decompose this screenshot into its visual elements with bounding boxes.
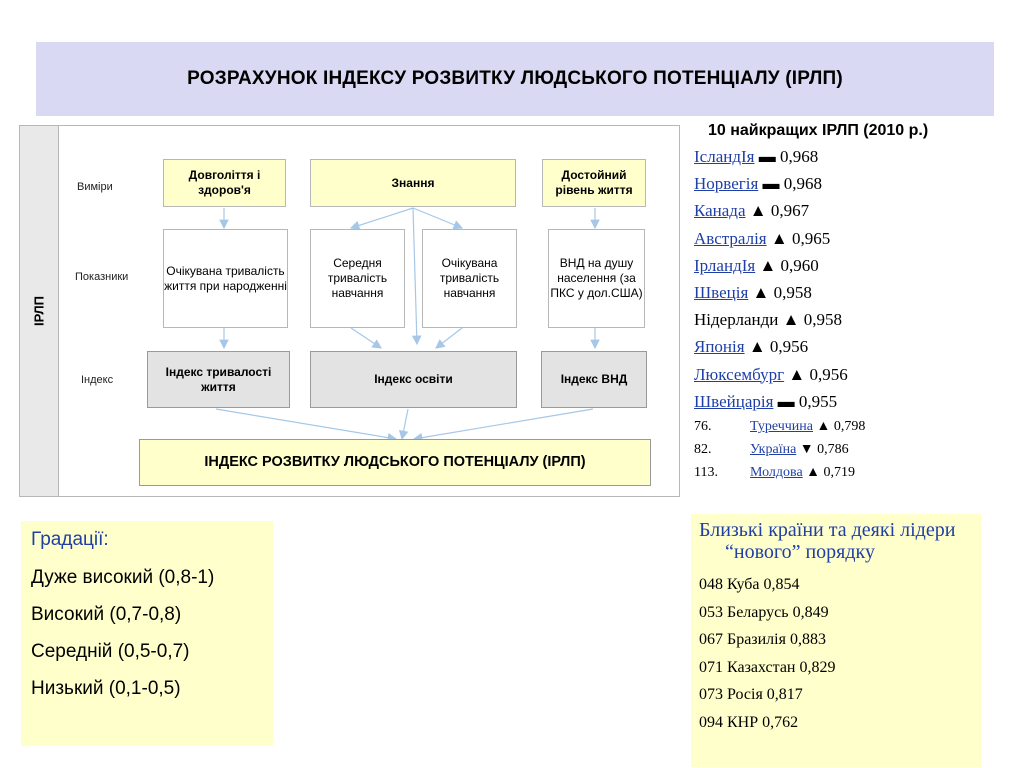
trend-mark-icon: ▲ bbox=[806, 465, 821, 481]
country-link[interactable]: Туреччина bbox=[750, 419, 813, 435]
row-label-dimensions: Виміри bbox=[77, 181, 113, 193]
page-title: РОЗРАХУНОК ІНДЕКСУ РОЗВИТКУ ЛЮДСЬКОГО ПОТЕНЦІАЛУ (ІРЛП) bbox=[187, 68, 843, 89]
trend-mark-icon: ▲ bbox=[782, 310, 800, 330]
country-link[interactable]: Канада bbox=[694, 201, 746, 221]
close-country-item: 048 Куба 0,854 bbox=[699, 576, 800, 593]
ranking-row bbox=[694, 197, 1014, 224]
ranking-row bbox=[694, 438, 1014, 461]
country-link[interactable]: Австралія bbox=[694, 228, 767, 248]
indicator-box-gni: ВНД на душу населення (за ПКС у дол.США) bbox=[548, 229, 645, 328]
hdi-value: 0,965 bbox=[791, 228, 831, 248]
ranking-row bbox=[694, 306, 1014, 333]
dimension-box-knowledge: Знання bbox=[310, 159, 516, 207]
top10-panel bbox=[694, 122, 1014, 484]
hdi-value: 0,955 bbox=[798, 391, 838, 411]
trend-mark-icon: ▲ bbox=[748, 337, 766, 357]
ranking-row bbox=[694, 461, 1014, 484]
ranking-row bbox=[694, 225, 1014, 252]
country-link[interactable]: Норвегія bbox=[694, 174, 759, 194]
final-index-box: ІНДЕКС РОЗВИТКУ ЛЮДСЬКОГО ПОТЕНЦІАЛУ (ІРЛП) bbox=[139, 439, 651, 486]
trend-mark-icon: ▲ bbox=[752, 283, 770, 303]
close-country-item: 053 Беларусь 0,849 bbox=[699, 603, 829, 621]
gradation-item: Низький (0,1-0,5) bbox=[31, 678, 181, 699]
ranking-row bbox=[694, 279, 1014, 306]
close-countries-panel bbox=[691, 514, 981, 767]
hdi-value: 0,967 bbox=[770, 201, 810, 221]
indicator-box-expected-schooling: Очікувана тривалість навчання bbox=[422, 229, 517, 328]
country-link[interactable]: ІсландІя bbox=[694, 147, 755, 166]
trend-mark-icon: ▼ bbox=[799, 442, 814, 458]
country-link[interactable]: Україна bbox=[750, 442, 797, 458]
dimension-box-living-standard: Достойний рівень життя bbox=[542, 159, 646, 207]
row-label-index: Індекс bbox=[81, 374, 114, 386]
ranking-row bbox=[694, 143, 1014, 170]
row-label-indicators: Показники bbox=[75, 271, 129, 283]
gradation-item: Дуже високий (0,8-1) bbox=[31, 567, 215, 588]
country-link[interactable]: Молдова bbox=[750, 465, 803, 481]
close-country-item: 067 Бразилія 0,883 bbox=[699, 631, 826, 648]
indicator-box-life-expectancy: Очікувана тривалість життя при народженні bbox=[163, 229, 288, 328]
trend-mark-icon: ▬ bbox=[762, 174, 780, 194]
trend-mark-icon: ▬ bbox=[777, 391, 795, 411]
country-name: Нідерланди bbox=[694, 310, 779, 330]
dimension-box-health: Довголіття і здоров'я bbox=[163, 159, 286, 207]
gradations-panel bbox=[21, 521, 273, 746]
ranking-row bbox=[694, 252, 1014, 279]
hdi-value: 0,786 bbox=[817, 442, 849, 458]
hdi-value: 0,958 bbox=[803, 310, 842, 330]
hdi-value: 0,956 bbox=[809, 364, 848, 384]
ranking-row bbox=[694, 388, 1014, 415]
hdi-value: 0,956 bbox=[769, 337, 809, 357]
ranking-row bbox=[694, 415, 1014, 438]
close-country-item: 071 Казахстан 0,829 bbox=[699, 658, 836, 676]
hdi-value: 0,960 bbox=[780, 255, 819, 275]
index-box-gni: Індекс ВНД bbox=[541, 351, 647, 408]
gradation-item: Високий (0,7-0,8) bbox=[31, 604, 182, 625]
country-link[interactable]: Швеція bbox=[694, 283, 749, 303]
country-link[interactable]: ІрландІя bbox=[694, 255, 756, 275]
hdi-value: 0,798 bbox=[833, 419, 866, 435]
country-link[interactable]: Японія bbox=[694, 337, 745, 357]
trend-mark-icon: ▬ bbox=[758, 147, 776, 166]
trend-mark-icon: ▲ bbox=[770, 228, 788, 248]
rank-number: 76. bbox=[694, 419, 712, 435]
diagram-side-label: ІРЛП bbox=[20, 126, 59, 496]
index-box-life: Індекс тривалості життя bbox=[147, 351, 290, 408]
title-bar bbox=[36, 42, 994, 116]
country-link[interactable]: Люксембург bbox=[694, 364, 785, 384]
trend-mark-icon: ▲ bbox=[788, 364, 806, 384]
country-link[interactable]: Швейцарія bbox=[694, 391, 774, 411]
rank-number: 82. bbox=[694, 442, 712, 458]
top10-header: 10 найкращих ІРЛП (2010 р.) bbox=[708, 122, 929, 139]
gradation-item: Середній (0,5-0,7) bbox=[31, 641, 190, 662]
trend-mark-icon: ▲ bbox=[749, 201, 767, 221]
indicator-box-mean-schooling: Середня тривалість навчання bbox=[310, 229, 405, 328]
ranking-row bbox=[694, 361, 1014, 388]
hdi-diagram bbox=[19, 125, 680, 497]
ranking-row bbox=[694, 333, 1014, 360]
gradations-header: Градації: bbox=[31, 529, 109, 550]
hdi-value: 0,958 bbox=[773, 283, 812, 303]
hdi-value: 0,719 bbox=[823, 465, 856, 481]
close-country-item: 073 Росія 0,817 bbox=[699, 686, 803, 703]
trend-mark-icon: ▲ bbox=[816, 419, 831, 435]
index-box-education: Індекс освіти bbox=[310, 351, 517, 408]
hdi-value: 0,968 bbox=[783, 174, 823, 194]
ranking-row bbox=[694, 170, 1014, 197]
rank-number: 113. bbox=[694, 465, 718, 481]
trend-mark-icon: ▲ bbox=[759, 255, 777, 275]
close-countries-header: Близькі країни та деякі лідери “нового” порядку bbox=[699, 519, 956, 563]
close-country-item: 094 КНР 0,762 bbox=[699, 713, 799, 731]
hdi-value: 0,968 bbox=[779, 147, 819, 166]
